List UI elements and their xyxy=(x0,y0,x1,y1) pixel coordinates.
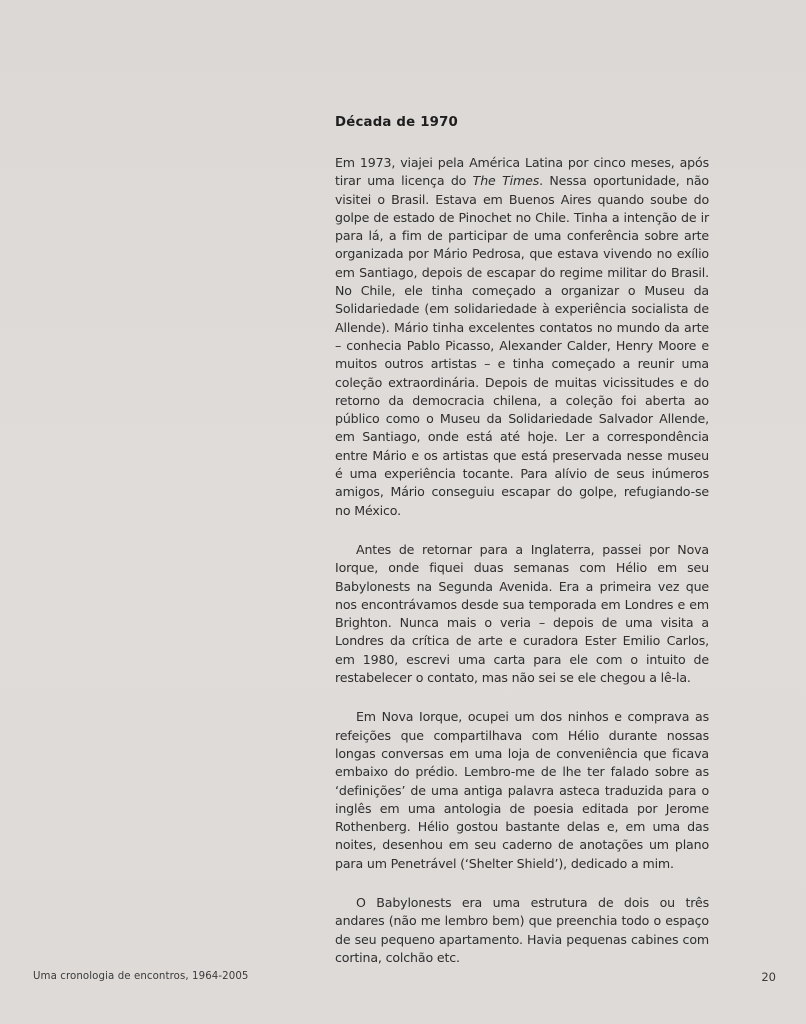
page-number: 20 xyxy=(761,970,776,984)
paragraph-1 xyxy=(335,154,709,520)
main-text-column xyxy=(335,112,709,988)
running-footer-title: Uma cronologia de encontros, 1964-2005 xyxy=(33,971,249,982)
paragraph-text: Antes de retornar para a Inglaterra, passei por Nova Iorque, onde fiquei duas semanas com Hélio em seu Babylonests na Segunda Avenida. Era a primeira vez que nos encontrávamos desde sua temporada em Londres e em Brighton. Nunca mais o veria – depois de uma visita a Londres da crítica de arte e curadora Ester Emilio Carlos, em 1980, escrevi uma carta para ele com o intuito de restabelecer o contato, mas não sei se ele chegou a lê-la. xyxy=(335,541,709,686)
paragraph-text: Em Nova Iorque, ocupei um dos ninhos e comprava as refeições que compartilhava com Hélio durante nossas longas conversas em uma loja de conveniência que ficava embaixo do prédio. Lembro-me de lhe ter falado sobre as ‘definições’ de uma antiga palavra asteca traduzida para o inglês em uma antologia de poesia editada por Jerome Rothenberg. Hélio gostou bastante delas e, em uma das noites, desenhou em seu caderno de anotações um plano para um Penetrável (‘Shelter Shield’), dedicado a mim. xyxy=(335,709,709,871)
section-heading: Década de 1970 xyxy=(335,115,459,130)
paragraph-text: O Babylonests era uma estrutura de dois ou três andares (não me lembro bem) que preenchia todo o espaço de seu pequeno apartamento. Havia pequenas cabines com cortina, colchão etc. xyxy=(335,894,709,965)
paragraph-text: . Nessa oportunidade, não visitei o Brasil. Estava em Buenos Aires quando soube do golpe de estado de Pinochet no Chile. Tinha a intenção de ir para lá, a fim de participar de uma conferência sobre arte organizada por Mário Pedrosa, que estava vivendo no exílio em Santiago, depois de escapar do regime militar do Brasil. No Chile, ele tinha começado a organizar o Museu da Solidariedade (em solidariedade à experiência socialista de Allende). Mário tinha excelentes contatos no mundo da arte – conhecia Pablo Picasso, Alexander Calder, Henry Moore e muitos outros artistas – e tinha começado a reunir uma coleção extraordinária. Depois de muitas vicissitudes e do retorno da democracia chilena, a coleção foi aberta ao público como o Museu da Solidariedade Salvador Allende, em Santiago, onde está até hoje. Ler a correspondência entre Mário e os artistas que está preservada nesse museu é uma experiência tocante. Para alívio de seus inúmeros amigos, Mário conseguiu escapar do golpe, refugiando-se no México. xyxy=(335,173,709,518)
italic-title-text: The Times xyxy=(472,173,540,189)
paragraph-text: Em 1973, viajei pela América Latina por cinco meses, após tirar uma licença do xyxy=(335,155,709,189)
paragraph-3 xyxy=(335,708,709,873)
paragraph-2 xyxy=(335,541,709,687)
paragraph-4 xyxy=(335,894,709,967)
